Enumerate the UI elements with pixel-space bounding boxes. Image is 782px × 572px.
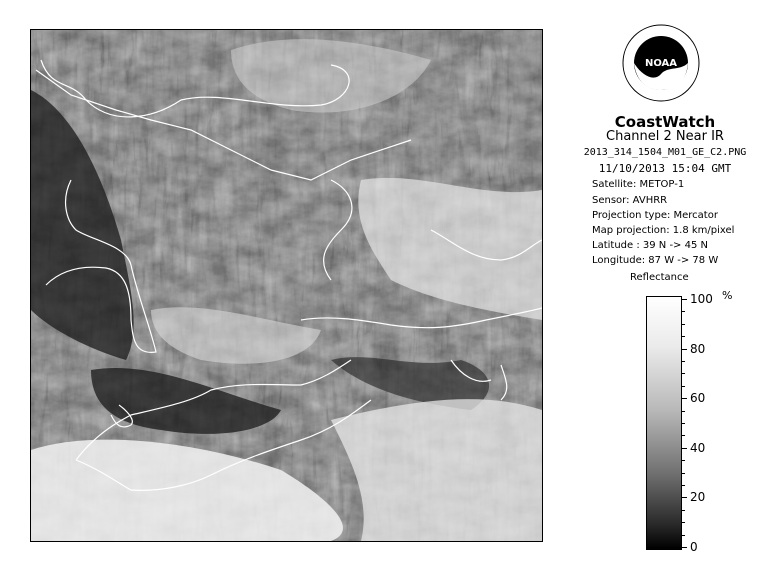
colorbar-minor-tick: [682, 336, 685, 337]
colorbar-minor-tick: [682, 386, 685, 387]
channel-label: Channel 2 Near IR: [606, 129, 724, 144]
legend-unit: %: [722, 289, 733, 302]
colorbar-tick-label: 40: [690, 440, 706, 455]
projection-type-label: Projection type: Mercator: [592, 210, 718, 221]
noaa-logo-text: NOAA: [644, 58, 678, 69]
colorbar-tick-label: 100: [690, 292, 713, 306]
reflectance-colorbar: [646, 296, 682, 550]
satellite-image: [30, 29, 543, 542]
colorbar-minor-tick: [682, 535, 685, 536]
longitude-label: Longitude: 87 W -> 78 W: [592, 255, 719, 266]
colorbar-minor-tick: [682, 435, 685, 436]
colorbar-tick-label: 80: [690, 341, 706, 356]
colorbar-tick-label: 60: [690, 391, 706, 406]
colorbar-minor-tick: [682, 485, 685, 486]
sensor-label: Sensor: AVHRR: [592, 195, 668, 206]
noaa-emblem-icon: [620, 16, 702, 110]
legend-title: Reflectance: [630, 272, 689, 283]
satellite-label: Satellite: METOP-1: [592, 179, 685, 190]
colorbar-tick: [682, 299, 687, 300]
colorbar-tick: [682, 398, 687, 399]
colorbar-tick: [682, 547, 687, 548]
colorbar-minor-tick: [682, 311, 685, 312]
colorbar-tick-label: 0: [690, 540, 698, 554]
colorbar-minor-tick: [682, 411, 685, 412]
filename-label: 2013_314_1504_M01_GE_C2.PNG: [583, 147, 747, 158]
satellite-imagery-svg: [31, 30, 542, 541]
colorbar-minor-tick: [682, 510, 685, 511]
colorbar-minor-tick: [682, 373, 685, 374]
latitude-label: Latitude : 39 N -> 45 N: [592, 240, 708, 251]
colorbar-minor-tick: [682, 423, 685, 424]
datetime-label: 11/10/2013 15:04 GMT: [598, 162, 732, 175]
colorbar-tick-label: 20: [690, 490, 706, 505]
colorbar-minor-tick: [682, 522, 685, 523]
colorbar-minor-tick: [682, 473, 685, 474]
colorbar-tick: [682, 349, 687, 350]
colorbar-minor-tick: [682, 324, 685, 325]
noaa-logo: [620, 16, 702, 110]
map-projection-label: Map projection: 1.8 km/pixel: [592, 225, 735, 236]
product-title: CoastWatch: [614, 113, 716, 131]
colorbar-tick: [682, 497, 687, 498]
colorbar-tick: [682, 448, 687, 449]
colorbar-minor-tick: [682, 361, 685, 362]
colorbar-minor-tick: [682, 460, 685, 461]
